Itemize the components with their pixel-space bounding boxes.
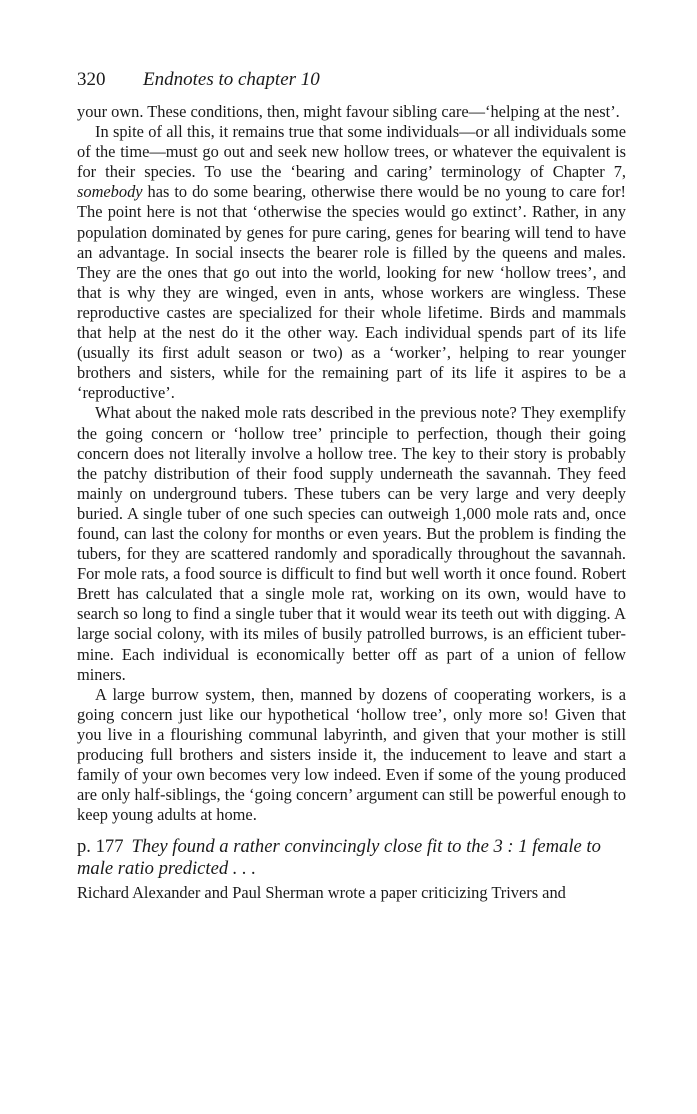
paragraph-hollow-trees — [77, 122, 626, 403]
paragraph-alexander-sherman: Richard Alexander and Paul Sherman wrote a paper criticizing Trivers and — [77, 883, 566, 903]
endnote-heading — [77, 836, 626, 880]
page-number: 320 — [77, 69, 106, 90]
endnote-quote: They found a rather convincingly close fit to the 3 : 1 female to male ratio predicted . . . — [77, 836, 601, 880]
paragraph-text-part: In spite of all this, it remains true that some individuals—or all individuals some of the time—must go out and seek new hollow trees, or whatever the equivalent is for their species. To use the ‘bearing and caring’ terminology of Chapter 7, — [77, 122, 626, 182]
chapter-title: Endnotes to chapter 10 — [143, 69, 320, 90]
paragraph-burrow-system: A large burrow system, then, manned by dozens of cooperating workers, is a going concern just like our hypothetical ‘hollow tree’, only more so! Given that you live in a flourishing communal labyrinth, and given that your mother is still producing full brothers and sisters inside it, the inducement to leave and start a family of your own becomes very low indeed. Even if some of the young produced are only half-siblings, the ‘going concern’ argument can still be powerful enough to keep young adults at home. — [77, 684, 626, 825]
book-page — [77, 68, 626, 903]
running-head — [77, 68, 626, 92]
paragraph-continuation: your own. These conditions, then, might favour sibling care—‘helping at the nest’. — [77, 102, 620, 121]
emphasis-somebody: somebody — [77, 182, 143, 202]
paragraph-text-part: has to do some bearing, otherwise there would be no young to care for! The point here is not that ‘otherwise the species would go extinct’. Rather, in any population dominated by genes for pure caring, genes for bearing will tend to have an advantage. In social insects the bearer role is filled by the queens and males. They are the ones that go out into the world, looking for new ‘hollow trees’, and that is why they are winged, even in ants, whose workers are wingless. These reproductive castes are specialized for their whole lifetime. Birds and mammals that help at the nest do it the other way. Each individual spends part of its life (usually its first adult season or two) as a ‘worker’, helping to rear younger brothers and sisters, while for the remaining part of its life it aspires to be a ‘reproductive’. — [77, 182, 626, 403]
endnote-page-ref: p. 177 — [77, 836, 124, 858]
paragraph-mole-rats: What about the naked mole rats described in the previous note? They exemplify the going concern or ‘hollow tree’ principle to perfection, though their going concern does not literally involve a hollow tree. The key to their story is probably the patchy distribution of their food supply underneath the savannah. They feed mainly on underground tubers. These tubers can be very large and very deeply buried. A single tuber of one such species can outweigh 1,000 mole rats and, once found, can last the colony for months or even years. But the problem is finding the tubers, for they are scattered randomly and sporadically throughout the savannah. For mole rats, a food source is difficult to find but well worth it once found. Robert Brett has calculated that a single mole rat, working on its own, would have to search so long to find a single tuber that it would wear its teeth out with digging. A large social colony, with its miles of busily patrolled burrows, is an efficient tuber-mine. Each individual is economically better off as part of a union of fellow miners. — [77, 403, 626, 684]
